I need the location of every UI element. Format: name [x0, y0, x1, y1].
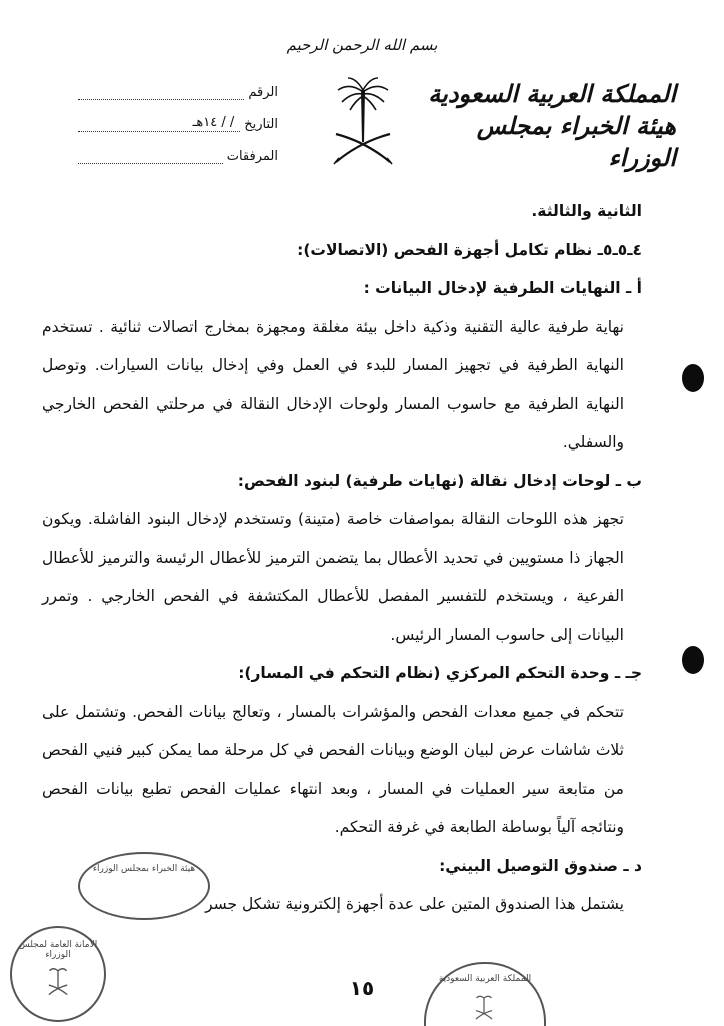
basmala: بسم الله الرحمن الرحيم [286, 36, 438, 54]
org-line-1: المملكة العربية السعودية [428, 80, 676, 108]
document-body [42, 192, 642, 924]
attachments-label: المرفقات [226, 149, 278, 164]
punch-hole-bottom [682, 646, 704, 674]
organization-name [426, 78, 676, 174]
reference-number-label: الرقم [248, 85, 278, 100]
section-b-text: تجهز هذه اللوحات النقالة بمواصفات خاصة (متينة) وتستخدم لإدخال البنود الفاشلة. ويكون الجهاز ذا مستويين في تحديد الأعطال بما يتضمن الترميز للأعطال الرئيسة والترميز للأعطال الفرعية ، ويستخدم للتفسير المفصل للأعطال المكتشفة في الفحص الخارجي . وتمرر البيانات إلى حاسوب المسار الرئيس. [42, 510, 624, 644]
reference-block [78, 68, 278, 164]
section-b-heading: ب ـ لوحات إدخال نقالة (نهايات طرفية) لبنود الفحص: [237, 471, 642, 490]
official-stamp-3 [424, 962, 546, 1026]
section-c-heading: جـ ـ وحدة التحكم المركزي (نظام التحكم في المسار): [238, 664, 642, 682]
stamp-2-emblem-icon [44, 964, 72, 998]
punch-hole-top [682, 364, 704, 392]
date-field [78, 117, 240, 132]
section-title: ٤ـ٥ـ٥ـ نظام تكامل أجهزة الفحص (الاتصالات): [297, 240, 642, 259]
section-d-text: يشتمل هذا الصندوق المتين على عدة أجهزة إلكترونية تشكل جسر [205, 895, 624, 913]
section-a-text: نهاية طرفية عالية التقنية وذكية داخل بيئة مغلقة ومجهزة بمخارج اتصالات ثنائية . تستخدم النهاية الطرفية في تجهيز المسار للبدء في العمل وفي إدخال بيانات السيارات. وتوصل النهاية الطرفية مع حاسوب المسار ولوحات الإدخال النقالة في مرحلتي الفحص الخارجي والسفلي. [42, 317, 624, 451]
intro-text: الثانية والثالثة. [531, 202, 642, 220]
stamp-1-text: هيئة الخبراء بمجلس الوزراء [92, 864, 196, 874]
org-line-2: هيئة الخبراء بمجلس الوزراء [476, 112, 676, 172]
official-stamp-2 [10, 926, 106, 1022]
stamp-3-text: المملكة العربية السعودية [438, 974, 532, 984]
attachments-row [78, 132, 278, 164]
stamp-2-text: الأمانة العامة لمجلس الوزراء [18, 940, 98, 960]
page-number: ١٥ [349, 976, 375, 1000]
date-value: / / ١٤هـ [192, 115, 235, 130]
stamp-3-emblem-icon [472, 992, 496, 1022]
official-stamp-1 [78, 852, 210, 920]
section-a-heading: أ ـ النهايات الطرفية لإدخال البيانات : [363, 279, 642, 297]
reference-number-row [78, 68, 278, 100]
reference-number-field [78, 85, 244, 100]
date-row [78, 100, 278, 132]
section-c-text: تتحكم في جميع معدات الفحص والمؤشرات بالمسار ، وتعالج بيانات الفحص. وتشتمل على ثلاث شاشات عرض لبيان الوضع وبيانات الفحص في كل مرحلة مما يمكن كبير فنيي الفحص من متابعة سير العمليات في المسار ، وبعد انتهاء عمليات الفحص تطبع بيانات الفحص ونتائجه آلياً بوساطة الطابعة في غرفة التحكم. [42, 702, 624, 836]
palm-swords-emblem-icon [330, 72, 396, 172]
date-label: التاريخ [244, 117, 278, 132]
section-d-heading: د ـ صندوق التوصيل البيني: [439, 856, 642, 875]
attachments-field [78, 149, 223, 164]
